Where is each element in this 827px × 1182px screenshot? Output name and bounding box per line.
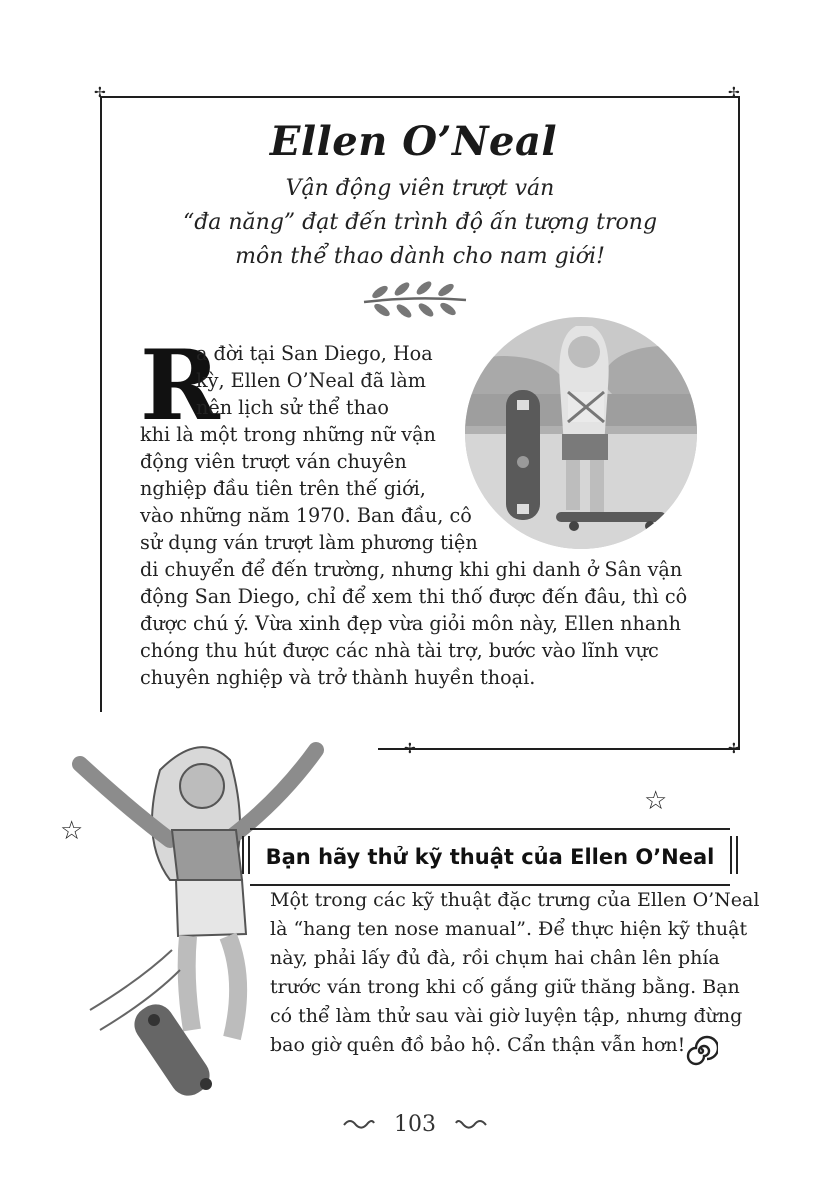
corner-tick-icon: ✢ [94, 85, 106, 101]
section-heading [250, 828, 730, 886]
tip-line: có thể làm thử sau vài giờ luyện tập, nhưng đừng [270, 1005, 743, 1027]
page-footer [330, 1108, 500, 1140]
corner-tick-icon: ✢ [728, 85, 740, 101]
subtitle-line: Vận động viên trượt ván [285, 176, 555, 201]
bio-line: động viên trượt ván chuyên [140, 450, 407, 473]
tip-line: trước ván trong khi cố gắng giữ thăng bằng. Bạn [270, 976, 740, 998]
page-subtitle [140, 172, 700, 274]
page-title: Ellen O’Neal [269, 118, 558, 165]
corner-tick-icon: ✢ [404, 741, 416, 757]
portrait-illustration [464, 316, 698, 550]
subtitle-line: “đa năng” đạt đến trình độ ấn tượng trong [182, 210, 658, 235]
tip-line: này, phải lấy đủ đà, rồi chụm hai chân lên phía [270, 947, 720, 969]
spiral-icon [684, 1034, 718, 1068]
tip-line: Một trong các kỹ thuật đặc trưng của Ellen O’Neal [270, 889, 760, 911]
section-heading-text: Bạn hãy thử kỹ thuật của Ellen O’Neal [265, 845, 715, 869]
bio-line: nên lịch sử thể thao [196, 396, 389, 419]
swirl-icon [454, 1117, 488, 1131]
tip-line: bao giờ quên đồ bảo hộ. Cẩn thận vẫn hơn! [270, 1034, 686, 1056]
star-icon: ☆ [644, 786, 668, 816]
laurel-branch-icon [360, 276, 470, 322]
bio-line: di chuyển để đến trường, nhưng khi ghi danh ở Sân vận [140, 558, 683, 581]
heading-bracket-right [730, 836, 738, 874]
bio-line: khi là một trong những nữ vận [140, 423, 436, 446]
bio-line: nghiệp đầu tiên trên thế giới, [140, 477, 426, 500]
bio-line: a đời tại San Diego, Hoa [196, 342, 433, 365]
page-number: 103 [394, 1111, 436, 1137]
bio-line: sử dụng ván trượt làm phương tiện [140, 531, 478, 554]
bio-line: động San Diego, chỉ để xem thi thố được đến đâu, thì cô [140, 585, 688, 608]
drop-cap: R [140, 329, 220, 442]
bio-line: vào những năm 1970. Ban đầu, cô [140, 504, 472, 527]
tip-paragraph [270, 886, 760, 1060]
heading-bracket-left [242, 836, 250, 874]
star-icon: ☆ [60, 816, 84, 846]
swirl-icon [342, 1117, 376, 1131]
bio-line: chuyên nghiệp và trở thành huyền thoại. [140, 666, 536, 689]
corner-tick-icon: ✢ [728, 741, 740, 757]
bio-line: được chú ý. Vừa xinh đẹp vừa giỏi môn này, Ellen nhanh [140, 612, 682, 635]
bio-line: kỳ, Ellen O’Neal đã làm [196, 369, 426, 392]
tip-line: là “hang ten nose manual”. Để thực hiện kỹ thuật [270, 918, 748, 940]
subtitle-line: môn thể thao dành cho nam giới! [235, 244, 605, 269]
bio-line: chóng thu hút được các nhà tài trợ, bước vào lĩnh vực [140, 639, 659, 662]
